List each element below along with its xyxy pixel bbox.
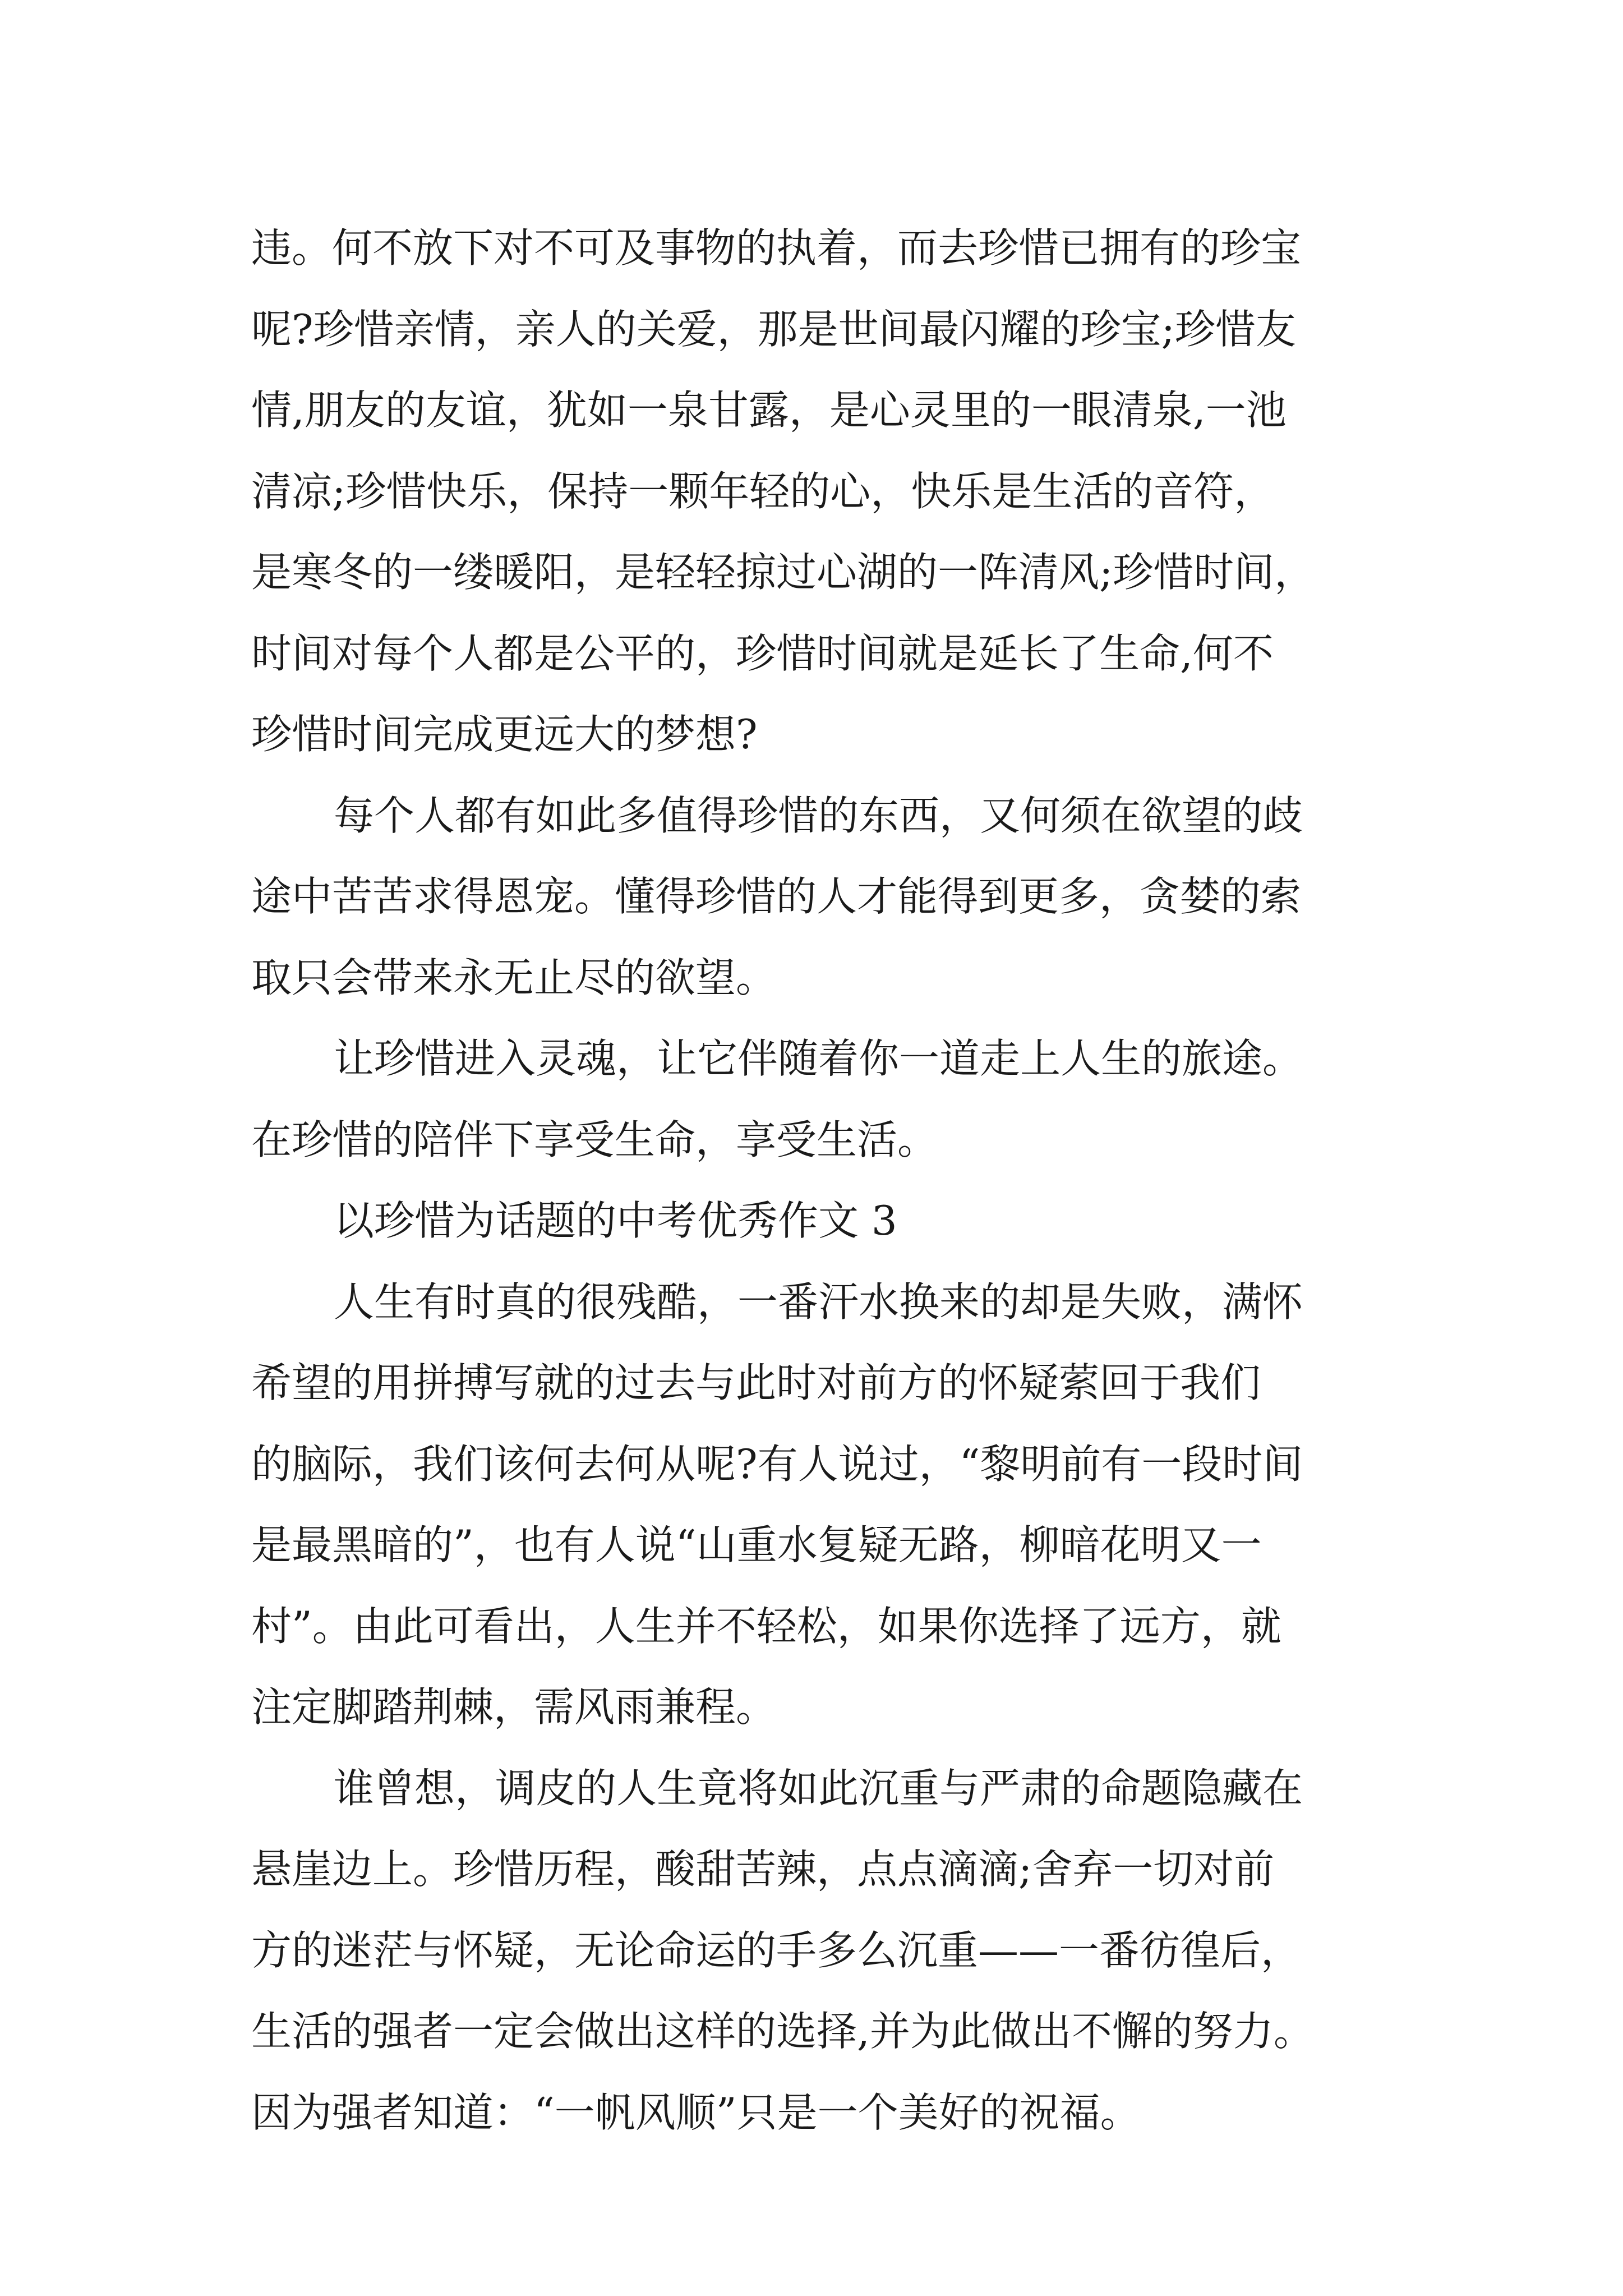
paragraph-start-line: 谁曾想，调皮的人生竟将如此沉重与严肃的命题隐藏在 xyxy=(334,1764,1303,1812)
text-line: 情,朋友的友谊，犹如一泉甘露，是心灵里的一眼清泉,一池 xyxy=(251,386,1287,434)
section-heading: 以珍惜为话题的中考优秀作文 3 xyxy=(334,1197,897,1244)
text-line: 希望的用拼搏写就的过去与此时对前方的怀疑萦回于我们 xyxy=(251,1359,1261,1406)
text-line: 时间对每个人都是公平的，珍惜时间就是延长了生命,何不 xyxy=(251,629,1274,677)
text-line: 在珍惜的陪伴下享受生命，享受生活。 xyxy=(251,1116,938,1163)
paragraph-start-line: 每个人都有如此多值得珍惜的东西，又何须在欲望的歧 xyxy=(334,792,1303,839)
text-line: 因为强者知道：“一帆风顺”只是一个美好的祝福。 xyxy=(251,2088,1141,2136)
text-line: 珍惜时间完成更远大的梦想? xyxy=(251,711,758,758)
text-line: 悬崖边上。珍惜历程，酸甜苦辣，点点滴滴;舍弃一切对前 xyxy=(251,1846,1275,1893)
text-line: 注定脚踏荆棘，需风雨兼程。 xyxy=(251,1683,777,1731)
essay-body xyxy=(251,208,1401,2153)
text-line: 的脑际，我们该何去何从呢?有人说过，“黎明前有一段时间 xyxy=(251,1440,1303,1488)
text-line: 村”。由此可看出，人生并不轻松，如果你选择了远方，就 xyxy=(251,1602,1281,1650)
text-line: 取只会带来永无止尽的欲望。 xyxy=(251,954,777,1001)
text-line: 方的迷茫与怀疑，无论命运的手多么沉重——一番彷徨后， xyxy=(251,1926,1302,1974)
text-line: 违。何不放下对不可及事物的执着，而去珍惜已拥有的珍宝 xyxy=(251,224,1302,272)
paragraph-start-line: 人生有时真的很残酷，一番汗水换来的却是失败，满怀 xyxy=(334,1278,1303,1326)
paragraph-start-line: 让珍惜进入灵魂，让它伴随着你一道走上人生的旅途。 xyxy=(334,1035,1303,1082)
text-line: 呢?珍惜亲情，亲人的关爱，那是世间最闪耀的珍宝;珍惜友 xyxy=(251,305,1296,353)
text-line: 生活的强者一定会做出这样的选择,并为此做出不懈的努力。 xyxy=(251,2008,1314,2055)
text-line: 清凉;珍惜快乐，保持一颗年轻的心，快乐是生活的音符， xyxy=(251,467,1275,515)
text-line: 是寒冬的一缕暖阳，是轻轻掠过心湖的一阵清风;珍惜时间， xyxy=(251,549,1315,596)
text-line: 途中苦苦求得恩宠。懂得珍惜的人才能得到更多，贪婪的索 xyxy=(251,873,1302,920)
text-line: 是最黑暗的”，也有人说“山重水复疑无路，柳暗花明又一 xyxy=(251,1521,1262,1568)
